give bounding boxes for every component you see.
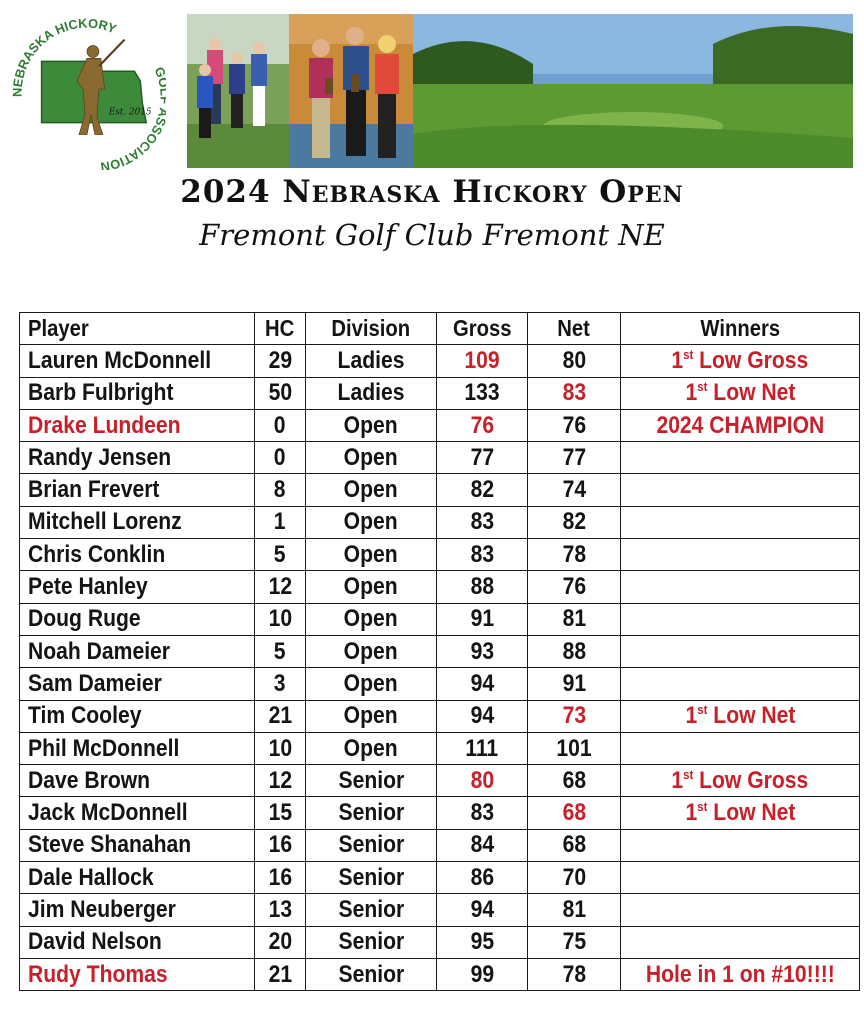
player-cell: Barb Fulbright (20, 377, 255, 409)
division-cell: Open (306, 474, 437, 506)
winners-cell (621, 862, 860, 894)
column-header-winners: Winners (621, 313, 860, 345)
table-row (20, 603, 860, 635)
player-cell: Lauren McDonnell (20, 345, 255, 377)
gross-cell: 93 (437, 635, 528, 667)
winners-cell (621, 668, 860, 700)
net-cell: 88 (528, 635, 621, 667)
gross-cell: 95 (437, 926, 528, 958)
column-header-player: Player (20, 313, 255, 345)
gross-cell: 83 (437, 539, 528, 571)
table-row (20, 862, 860, 894)
winners-cell (621, 894, 860, 926)
player-cell: Rudy Thomas (20, 958, 255, 990)
group-photo (187, 14, 289, 168)
hc-cell: 10 (255, 732, 306, 764)
photo-banner (187, 14, 853, 168)
gross-cell: 111 (437, 732, 528, 764)
hc-cell: 0 (255, 442, 306, 474)
table-row (20, 797, 860, 829)
logo-emblem-icon (8, 12, 166, 170)
net-cell: 83 (528, 377, 621, 409)
gross-cell: 94 (437, 700, 528, 732)
winners-cell (621, 506, 860, 538)
table-row (20, 926, 860, 958)
net-cell: 73 (528, 700, 621, 732)
table-row (20, 958, 860, 990)
svg-text:NEBRASKA HICKORY: NEBRASKA HICKORY (9, 15, 119, 97)
hc-cell: 21 (255, 700, 306, 732)
hc-cell: 21 (255, 958, 306, 990)
winners-cell: 1st Low Gross (621, 345, 860, 377)
gross-cell: 94 (437, 894, 528, 926)
table-row (20, 732, 860, 764)
player-cell: Mitchell Lorenz (20, 506, 255, 538)
net-cell: 80 (528, 345, 621, 377)
division-cell: Ladies (306, 345, 437, 377)
gross-cell: 133 (437, 377, 528, 409)
gross-cell: 94 (437, 668, 528, 700)
net-cell: 91 (528, 668, 621, 700)
gross-cell: 82 (437, 474, 528, 506)
gross-cell: 76 (437, 409, 528, 441)
hc-cell: 12 (255, 765, 306, 797)
player-cell: Dale Hallock (20, 862, 255, 894)
player-cell: Dave Brown (20, 765, 255, 797)
hc-cell: 15 (255, 797, 306, 829)
division-cell: Open (306, 700, 437, 732)
gross-cell: 77 (437, 442, 528, 474)
division-cell: Senior (306, 765, 437, 797)
player-cell: Doug Ruge (20, 603, 255, 635)
table-row (20, 409, 860, 441)
hc-cell: 1 (255, 506, 306, 538)
division-cell: Ladies (306, 377, 437, 409)
division-cell: Open (306, 571, 437, 603)
winners-cell (621, 571, 860, 603)
division-cell: Open (306, 539, 437, 571)
table-row (20, 765, 860, 797)
player-cell: Chris Conklin (20, 539, 255, 571)
gross-cell: 109 (437, 345, 528, 377)
winners-cell (621, 474, 860, 506)
winners-cell (621, 539, 860, 571)
hc-cell: 20 (255, 926, 306, 958)
net-cell: 82 (528, 506, 621, 538)
division-cell: Open (306, 603, 437, 635)
hc-cell: 12 (255, 571, 306, 603)
winners-cell: 2024 CHAMPION (621, 409, 860, 441)
division-cell: Open (306, 506, 437, 538)
net-cell: 76 (528, 571, 621, 603)
division-cell: Open (306, 668, 437, 700)
winners-cell (621, 635, 860, 667)
player-cell: David Nelson (20, 926, 255, 958)
net-cell: 75 (528, 926, 621, 958)
player-cell: Pete Hanley (20, 571, 255, 603)
table-row (20, 829, 860, 861)
hc-cell: 16 (255, 862, 306, 894)
winners-cell: 1st Low Net (621, 700, 860, 732)
net-cell: 81 (528, 603, 621, 635)
winners-cell: Hole in 1 on #10!!!! (621, 958, 860, 990)
table-row (20, 506, 860, 538)
net-cell: 77 (528, 442, 621, 474)
hc-cell: 0 (255, 409, 306, 441)
net-cell: 101 (528, 732, 621, 764)
table-row (20, 539, 860, 571)
player-cell: Steve Shanahan (20, 829, 255, 861)
player-cell: Tim Cooley (20, 700, 255, 732)
division-cell: Senior (306, 862, 437, 894)
winners-cell (621, 926, 860, 958)
table-row (20, 700, 860, 732)
gross-cell: 88 (437, 571, 528, 603)
gross-cell: 83 (437, 506, 528, 538)
hc-cell: 29 (255, 345, 306, 377)
player-cell: Brian Frevert (20, 474, 255, 506)
winners-cell: 1st Low Net (621, 377, 860, 409)
net-cell: 74 (528, 474, 621, 506)
gross-cell: 84 (437, 829, 528, 861)
association-logo (8, 12, 166, 170)
player-cell: Noah Dameier (20, 635, 255, 667)
net-cell: 76 (528, 409, 621, 441)
gross-cell: 80 (437, 765, 528, 797)
player-cell: Jim Neuberger (20, 894, 255, 926)
net-cell: 68 (528, 765, 621, 797)
results-table (19, 312, 860, 991)
net-cell: 68 (528, 829, 621, 861)
table-header-row (20, 313, 860, 345)
net-cell: 70 (528, 862, 621, 894)
table-row (20, 668, 860, 700)
player-cell: Randy Jensen (20, 442, 255, 474)
player-cell: Drake Lundeen (20, 409, 255, 441)
division-cell: Open (306, 635, 437, 667)
hc-cell: 8 (255, 474, 306, 506)
winners-cell (621, 829, 860, 861)
division-cell: Open (306, 732, 437, 764)
division-cell: Senior (306, 958, 437, 990)
page-subtitle: Fremont Golf Club Fremont NE (199, 218, 665, 252)
table-row (20, 442, 860, 474)
gross-cell: 91 (437, 603, 528, 635)
column-header-net: Net (528, 313, 621, 345)
table-row (20, 377, 860, 409)
net-cell: 78 (528, 539, 621, 571)
hc-cell: 13 (255, 894, 306, 926)
division-cell: Open (306, 442, 437, 474)
hc-cell: 16 (255, 829, 306, 861)
trophy-photo (289, 14, 413, 168)
hc-cell: 10 (255, 603, 306, 635)
table-row (20, 571, 860, 603)
gross-cell: 99 (437, 958, 528, 990)
column-header-division: Division (306, 313, 437, 345)
net-cell: 81 (528, 894, 621, 926)
hc-cell: 5 (255, 539, 306, 571)
hc-cell: 5 (255, 635, 306, 667)
table-row (20, 345, 860, 377)
winners-cell (621, 442, 860, 474)
hc-cell: 50 (255, 377, 306, 409)
winners-cell (621, 603, 860, 635)
winners-cell (621, 732, 860, 764)
player-cell: Sam Dameier (20, 668, 255, 700)
gross-cell: 83 (437, 797, 528, 829)
player-cell: Jack McDonnell (20, 797, 255, 829)
svg-text:Est. 2015: Est. 2015 (108, 107, 152, 118)
table-row (20, 635, 860, 667)
column-header-hc: HC (255, 313, 306, 345)
winners-cell: 1st Low Gross (621, 765, 860, 797)
division-cell: Senior (306, 894, 437, 926)
division-cell: Senior (306, 829, 437, 861)
page-title: 2024 Nebraska Hickory Open (180, 174, 684, 210)
division-cell: Open (306, 409, 437, 441)
net-cell: 78 (528, 958, 621, 990)
column-header-gross: Gross (437, 313, 528, 345)
net-cell: 68 (528, 797, 621, 829)
hc-cell: 3 (255, 668, 306, 700)
table-row (20, 894, 860, 926)
division-cell: Senior (306, 797, 437, 829)
division-cell: Senior (306, 926, 437, 958)
svg-text:GOLF ASSOCIATION: SOCIATION (99, 122, 166, 170)
winners-cell: 1st Low Net (621, 797, 860, 829)
golf-course-photo (413, 14, 853, 168)
player-cell: Phil McDonnell (20, 732, 255, 764)
table-row (20, 474, 860, 506)
gross-cell: 86 (437, 862, 528, 894)
